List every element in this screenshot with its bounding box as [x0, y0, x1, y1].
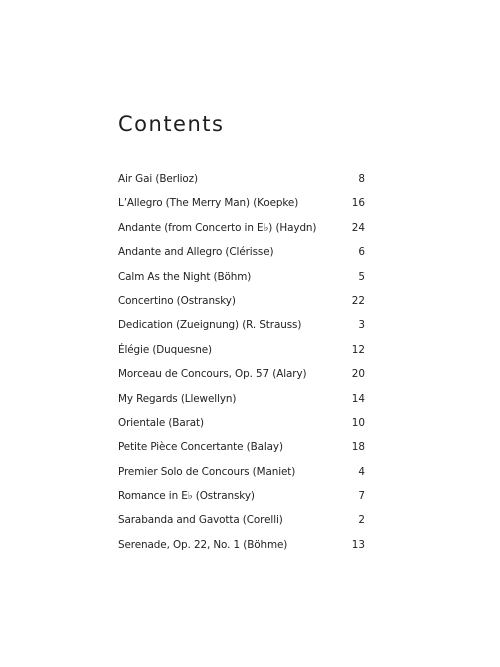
toc-page-number: 8 — [358, 173, 365, 185]
toc-entry — [118, 219, 365, 243]
page-title: Contents — [118, 112, 225, 136]
toc-entry-title: Premier Solo de Concours (Maniet) — [118, 465, 296, 478]
toc-entry-title: Orientale (Barat) — [118, 416, 204, 429]
toc-entry — [118, 243, 365, 267]
toc-page-number: 6 — [358, 246, 365, 259]
toc-page-number: 5 — [358, 270, 365, 283]
toc-entry — [118, 170, 365, 194]
toc-entry-title: Andante (from Concerto in E♭) (Haydn) — [118, 221, 317, 234]
toc-entry — [118, 365, 365, 389]
toc-entry-title: Andante and Allegro (Clérisse) — [118, 246, 274, 259]
toc-entry — [118, 268, 365, 292]
toc-entry — [118, 316, 365, 340]
toc-page-number: 2 — [358, 514, 365, 527]
toc-page-number: 3 — [358, 319, 365, 332]
toc-entry-title: Dedication (Zueignung) (R. Strauss) — [118, 319, 302, 332]
toc-entry-title: Concertino (Ostransky) — [118, 294, 236, 307]
toc-entry — [118, 536, 365, 560]
toc-entry — [118, 390, 365, 414]
toc-entry — [118, 194, 365, 218]
toc-page-number: 22 — [351, 294, 365, 307]
toc-entry-title: L’Allegro (The Merry Man) (Koepke) — [118, 197, 299, 210]
toc-page-number: 12 — [351, 343, 365, 356]
toc-entry — [118, 511, 365, 535]
toc-entry — [118, 487, 365, 511]
toc-entry-title: Petite Pièce Concertante (Balay) — [118, 441, 283, 454]
toc-entry-title: Morceau de Concours, Op. 57 (Alary) — [118, 368, 307, 381]
toc-entry-title: Air Gai (Berlioz) — [118, 173, 198, 185]
toc-entry — [118, 341, 365, 365]
toc-page-number: 20 — [351, 368, 365, 381]
toc-page-number: 7 — [358, 490, 365, 503]
toc-page-number: 13 — [351, 538, 365, 551]
toc-page-number: 24 — [351, 221, 365, 234]
toc-entry — [118, 463, 365, 487]
toc-entry-title: Sarabanda and Gavotta (Corelli) — [118, 514, 283, 527]
table-of-contents — [118, 170, 365, 560]
toc-page-number: 10 — [351, 416, 365, 429]
toc-entry-title: Serenade, Op. 22, No. 1 (Böhme) — [118, 538, 288, 551]
toc-entry-title: Romance in E♭ (Ostransky) — [118, 490, 255, 503]
toc-page-number: 18 — [351, 441, 365, 454]
toc-page-number: 4 — [358, 465, 365, 478]
toc-entry — [118, 438, 365, 462]
toc-entry-title: My Regards (Llewellyn) — [118, 392, 237, 405]
toc-page-number: 14 — [351, 392, 365, 405]
toc-entry-title: Élégie (Duquesne) — [118, 343, 212, 356]
toc-page-number: 16 — [351, 197, 365, 210]
toc-entry — [118, 414, 365, 438]
toc-entry — [118, 292, 365, 316]
toc-entry-title: Calm As the Night (Böhm) — [118, 270, 252, 283]
